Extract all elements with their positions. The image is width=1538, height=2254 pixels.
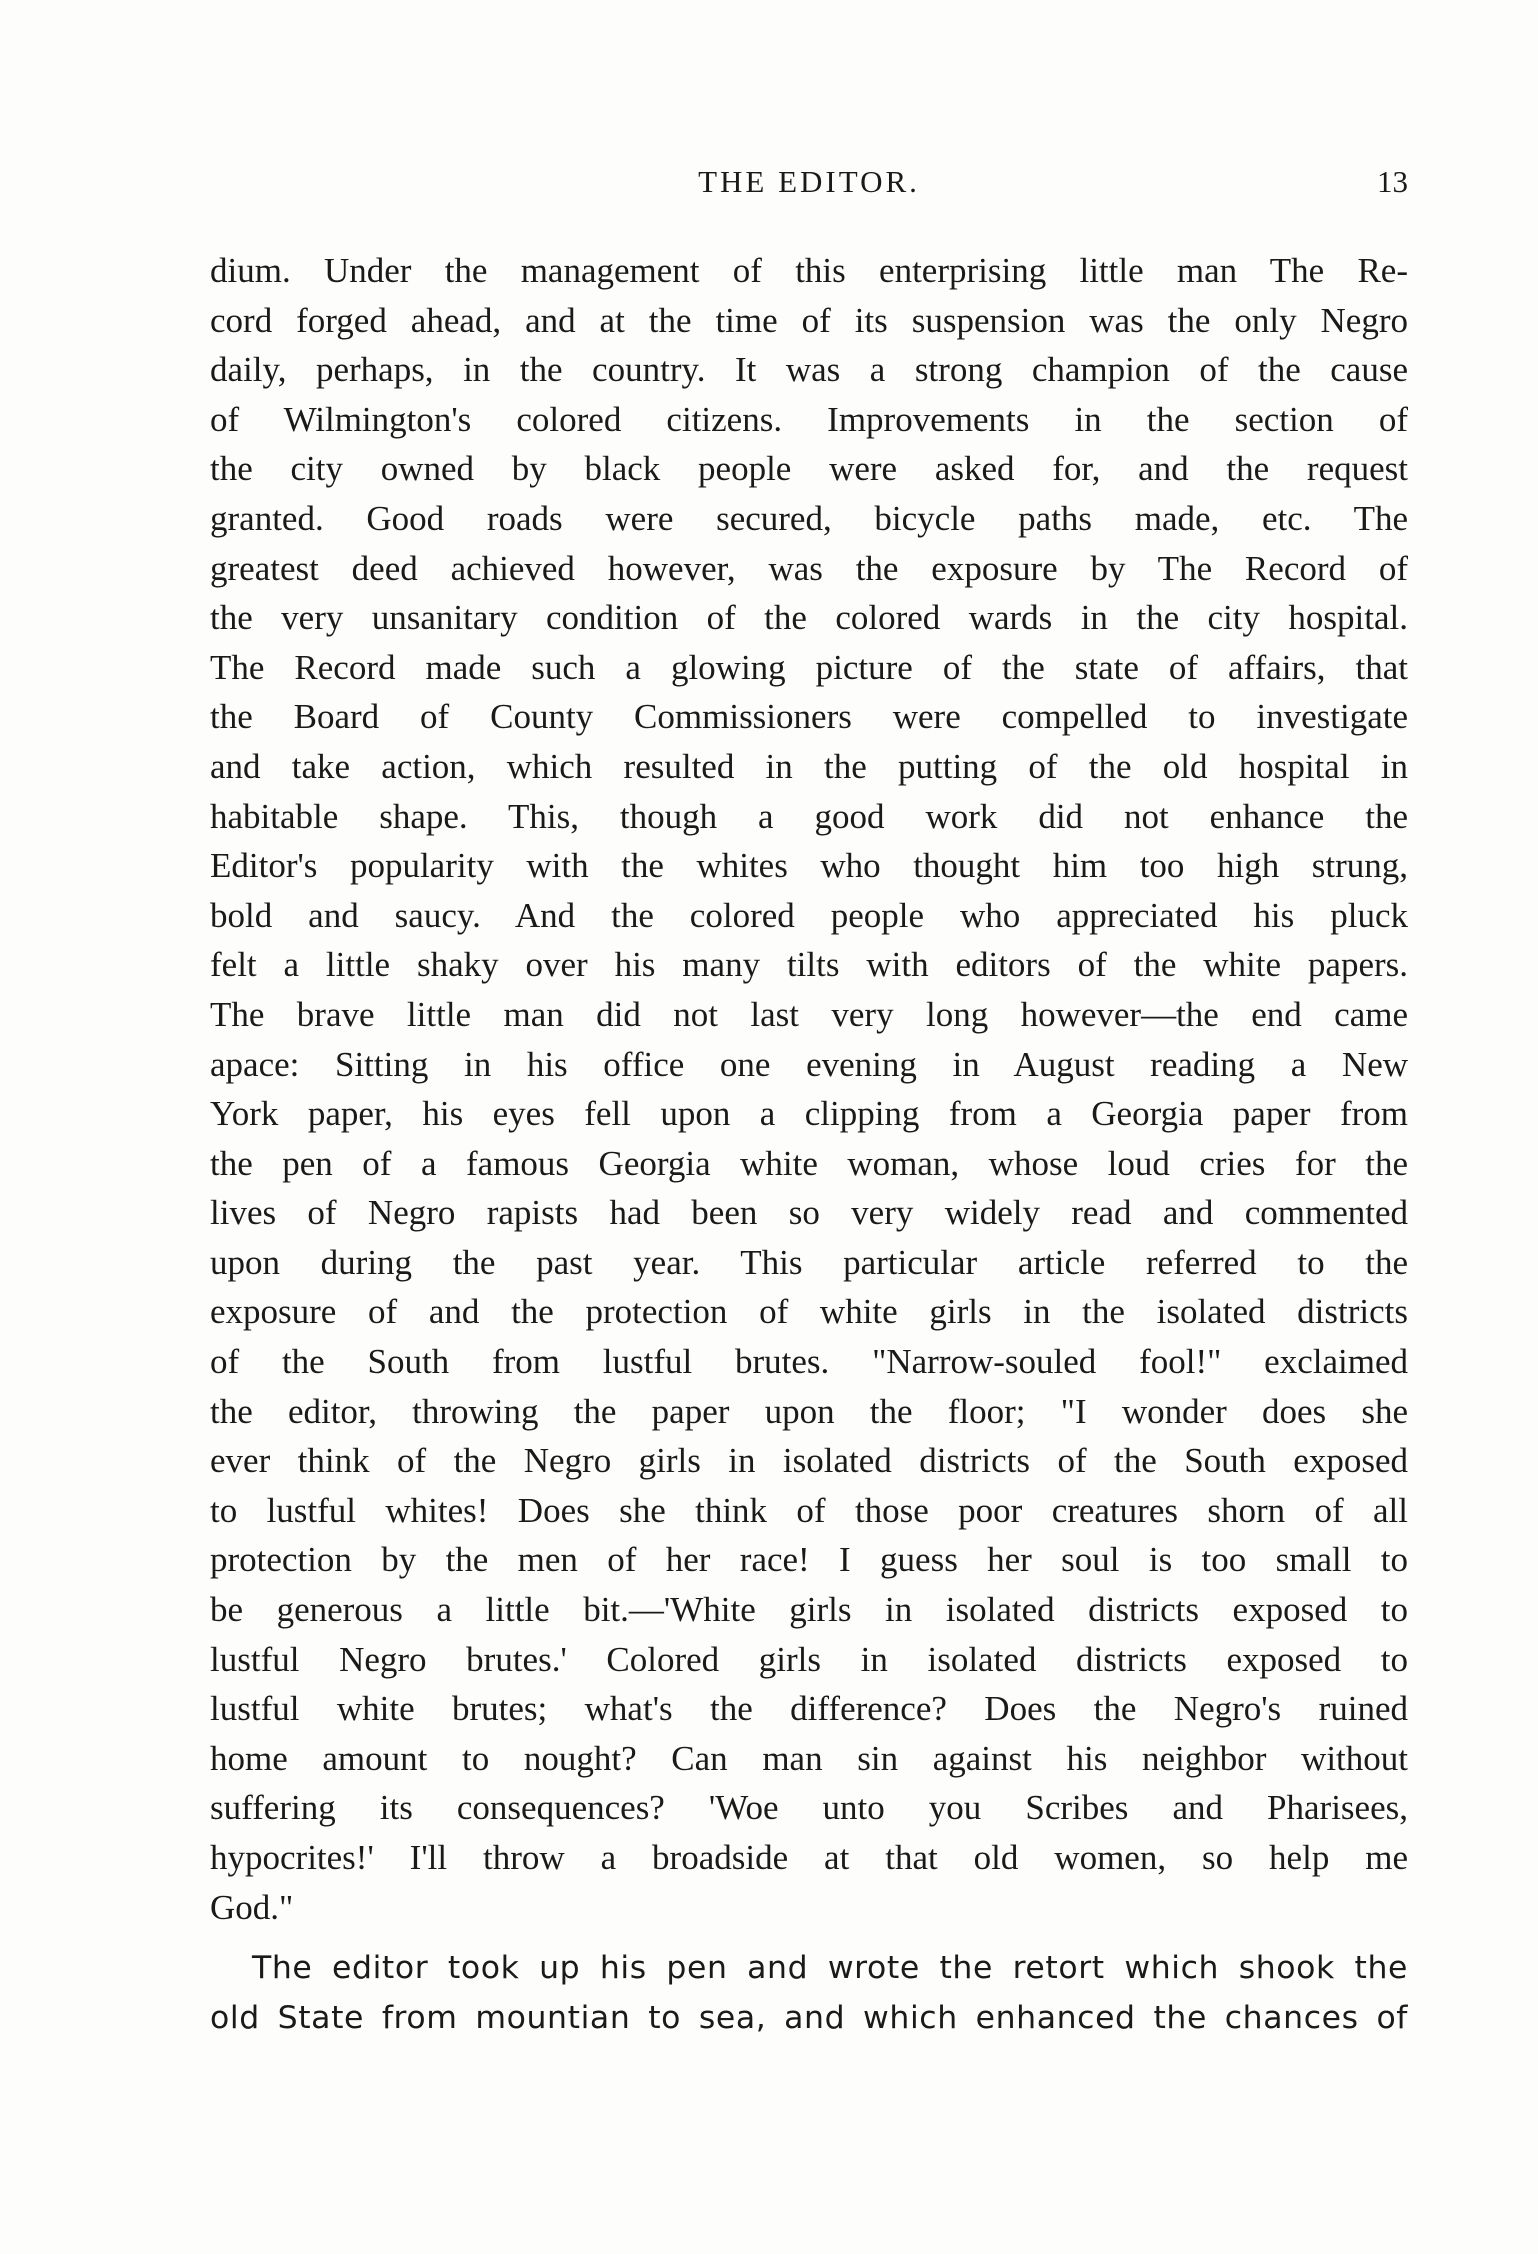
running-head <box>210 160 1408 204</box>
page-number: 13 <box>1377 164 1408 199</box>
text-line: lustful white brutes; what's the difference? Does the Negro's ruined <box>210 1689 1408 1729</box>
text-line: habitable shape. This, though a good work did not enhance the <box>210 796 1408 836</box>
text-line: God." <box>210 1887 294 1927</box>
text-line: the city owned by black people were asked for, and the request <box>210 449 1408 489</box>
closing-paragraph-line: The editor took up his pen and wrote the retort which shook the <box>252 1950 1408 1987</box>
running-title: THE EDITOR. <box>698 164 920 199</box>
text-line: of Wilmington's colored citizens. Improvements in the section of <box>210 399 1408 439</box>
text-line: granted. Good roads were secured, bicycle paths made, etc. The <box>210 498 1408 538</box>
text-line: the very unsanitary condition of the colored wards in the city hospital. <box>210 598 1408 638</box>
text-line: home amount to nought? Can man sin against his neighbor without <box>210 1738 1408 1778</box>
text-line: cord forged ahead, and at the time of its suspension was the only Negro <box>210 300 1408 340</box>
text-line: York paper, his eyes fell upon a clipping from a Georgia paper from <box>210 1094 1408 1134</box>
text-line: suffering its consequences? 'Woe unto you Scribes and Pharisees, <box>210 1788 1408 1828</box>
text-line: and take action, which resulted in the putting of the old hospital in <box>210 746 1408 786</box>
text-line: lives of Negro rapists had been so very widely read and commented <box>210 1193 1408 1233</box>
closing-paragraph-line: old State from mountian to sea, and which enhanced the chances of <box>210 1999 1408 2036</box>
text-line: greatest deed achieved however, was the exposure by The Record of <box>210 548 1408 588</box>
text-line: bold and saucy. And the colored people who appreciated his pluck <box>210 895 1408 935</box>
text-line: Editor's popularity with the whites who thought him too high strung, <box>210 846 1408 886</box>
text-line: protection by the men of her race! I guess her soul is too small to <box>210 1540 1408 1580</box>
text-line: be generous a little bit.—'White girls in isolated districts exposed to <box>210 1590 1408 1630</box>
text-line: the editor, throwing the paper upon the floor; "I wonder does she <box>210 1391 1408 1431</box>
text-line: felt a little shaky over his many tilts with editors of the white papers. <box>210 945 1408 985</box>
text-line: ever think of the Negro girls in isolated districts of the South exposed <box>210 1441 1408 1481</box>
text-line: to lustful whites! Does she think of those poor creatures shorn of all <box>210 1490 1408 1530</box>
text-line: the pen of a famous Georgia white woman, whose loud cries for the <box>210 1143 1408 1183</box>
text-line: the Board of County Commissioners were compelled to investigate <box>210 697 1408 737</box>
text-line: of the South from lustful brutes. "Narrow-souled fool!" exclaimed <box>210 1342 1408 1382</box>
text-line: hypocrites!' I'll throw a broadside at that old women, so help me <box>210 1838 1408 1877</box>
text-line: upon during the past year. This particular article referred to the <box>210 1242 1408 1282</box>
text-line: apace: Sitting in his office one evening in August reading a New <box>210 1044 1408 1084</box>
body-text <box>210 246 1408 2043</box>
text-line: exposure of and the protection of white girls in the isolated districts <box>210 1292 1408 1332</box>
text-line: daily, perhaps, in the country. It was a strong champion of the cause <box>210 350 1408 390</box>
text-line: lustful Negro brutes.' Colored girls in isolated districts exposed to <box>210 1639 1408 1679</box>
text-line: The brave little man did not last very long however—the end came <box>210 994 1408 1034</box>
text-line: dium. Under the management of this enterprising little man The Re- <box>210 251 1408 290</box>
text-line: The Record made such a glowing picture of the state of affairs, that <box>210 647 1408 687</box>
